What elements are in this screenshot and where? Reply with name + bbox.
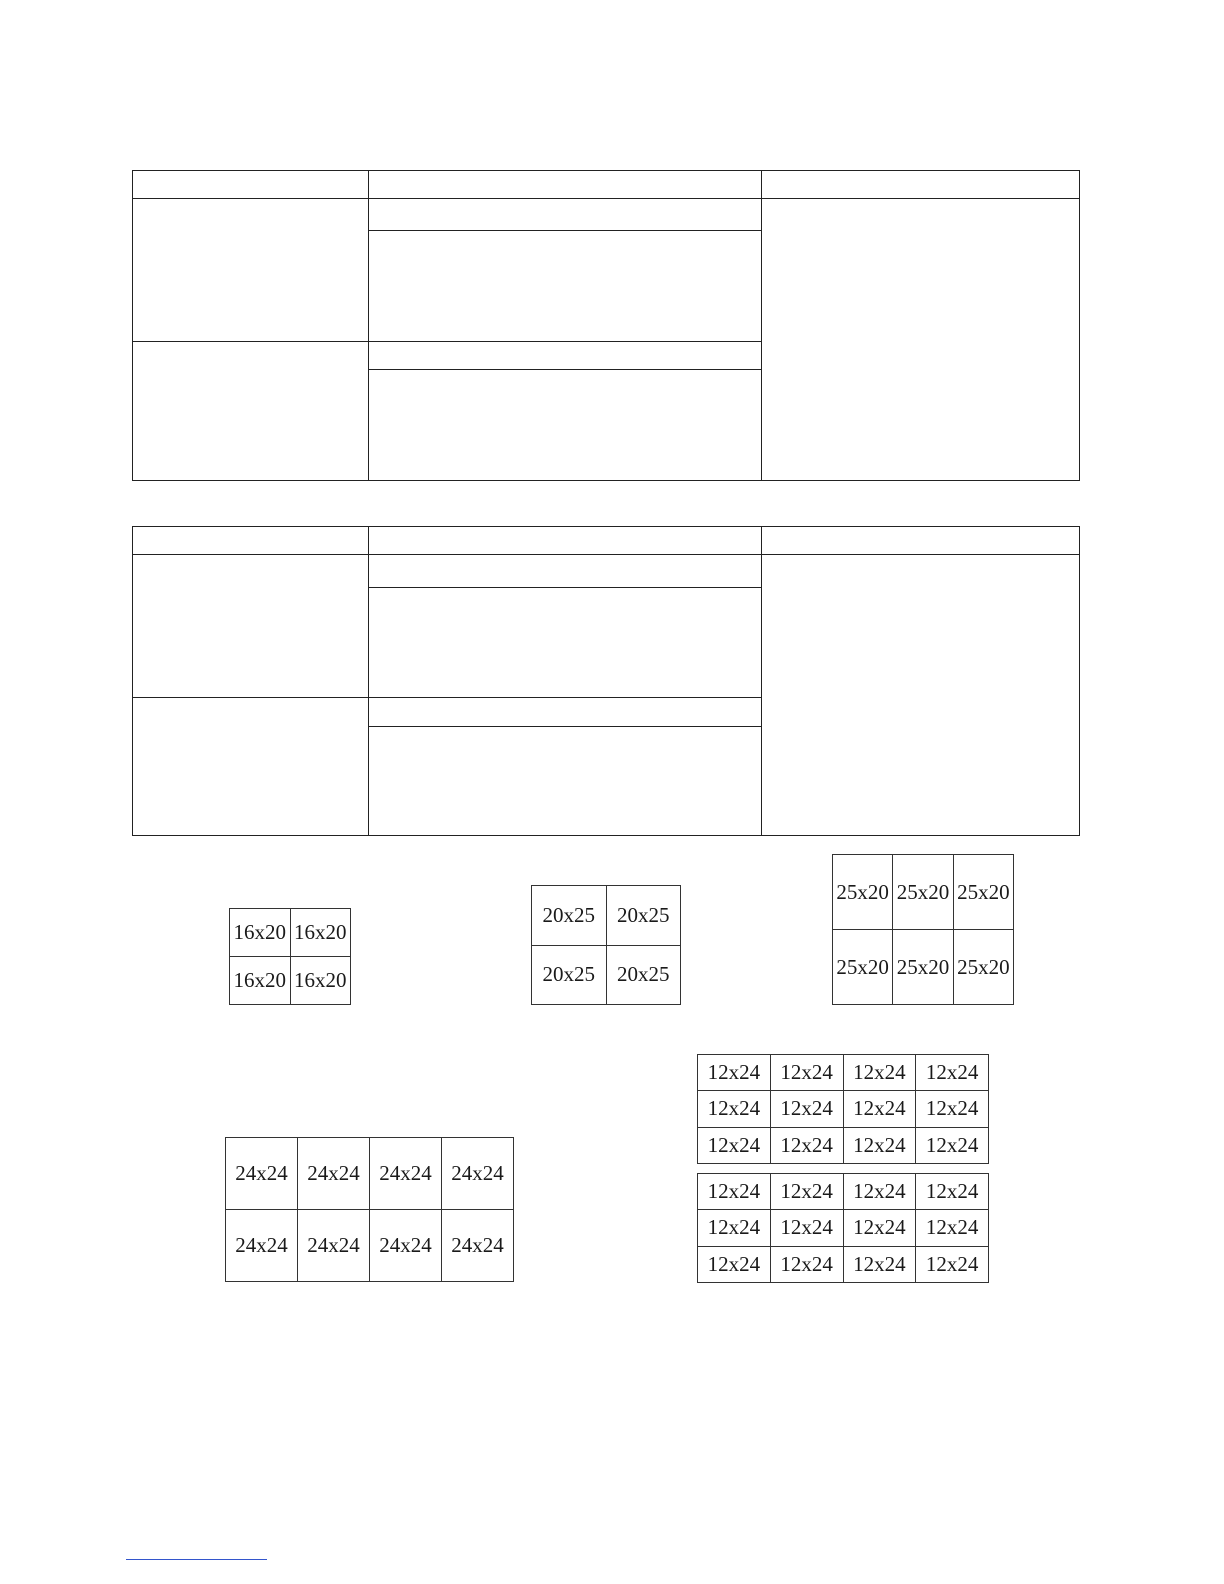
panel-cell: 12x24 bbox=[698, 1210, 771, 1246]
panel-cell: 16x20 bbox=[290, 909, 351, 957]
panel-cell: 20x25 bbox=[532, 945, 607, 1005]
panel-cell: 25x20 bbox=[953, 855, 1013, 930]
table-b-border bbox=[132, 526, 1080, 836]
panel-grid-12x24-top bbox=[697, 1054, 989, 1164]
panel-cell: 12x24 bbox=[843, 1055, 916, 1091]
panel-cell: 12x24 bbox=[843, 1091, 916, 1127]
panel-cell: 24x24 bbox=[370, 1210, 442, 1282]
panel-grid-25x20 bbox=[832, 854, 1014, 1005]
table-a-border bbox=[132, 170, 1080, 481]
table-b-header-divider bbox=[132, 554, 1080, 555]
panel-cell: 12x24 bbox=[916, 1246, 989, 1282]
panel-cell: 12x24 bbox=[843, 1127, 916, 1163]
table-a-col-divider-1 bbox=[368, 170, 369, 481]
footnote-separator bbox=[126, 1559, 267, 1560]
table-a-subrow-divider-1 bbox=[368, 230, 761, 231]
panel-cell: 24x24 bbox=[442, 1138, 514, 1210]
table-a-header-divider bbox=[132, 198, 1080, 199]
panel-cell: 12x24 bbox=[698, 1055, 771, 1091]
panel-cell: 24x24 bbox=[226, 1210, 298, 1282]
panel-cell: 12x24 bbox=[843, 1210, 916, 1246]
panel-cell: 12x24 bbox=[698, 1246, 771, 1282]
panel-grid-12x24-bottom bbox=[697, 1173, 989, 1283]
panel-cell: 12x24 bbox=[916, 1174, 989, 1210]
panel-cell: 12x24 bbox=[770, 1055, 843, 1091]
table-b-row-divider bbox=[132, 697, 761, 698]
panel-cell: 24x24 bbox=[298, 1138, 370, 1210]
panel-cell: 12x24 bbox=[770, 1091, 843, 1127]
panel-cell: 25x20 bbox=[833, 855, 893, 930]
table-b-col-divider-2 bbox=[761, 526, 762, 836]
panel-cell: 25x20 bbox=[833, 930, 893, 1005]
panel-grid-20x25 bbox=[531, 885, 681, 1005]
panel-cell: 24x24 bbox=[226, 1138, 298, 1210]
panel-cell: 16x20 bbox=[230, 957, 291, 1005]
panel-cell: 16x20 bbox=[290, 957, 351, 1005]
panel-cell: 12x24 bbox=[916, 1210, 989, 1246]
panel-cell: 12x24 bbox=[770, 1210, 843, 1246]
table-b-subrow-divider-2 bbox=[368, 726, 761, 727]
panel-cell: 24x24 bbox=[370, 1138, 442, 1210]
panel-cell: 12x24 bbox=[843, 1246, 916, 1282]
panel-cell: 12x24 bbox=[916, 1055, 989, 1091]
panel-grid-24x24 bbox=[225, 1137, 514, 1282]
panel-cell: 24x24 bbox=[298, 1210, 370, 1282]
panel-cell: 12x24 bbox=[770, 1246, 843, 1282]
panel-cell: 12x24 bbox=[843, 1174, 916, 1210]
panel-cell: 16x20 bbox=[230, 909, 291, 957]
panel-cell: 12x24 bbox=[698, 1174, 771, 1210]
panel-cell: 20x25 bbox=[532, 886, 607, 946]
table-a-subrow-divider-2 bbox=[368, 369, 761, 370]
panel-cell: 12x24 bbox=[698, 1091, 771, 1127]
table-b-col-divider-1 bbox=[368, 526, 369, 836]
panel-cell: 20x25 bbox=[606, 945, 681, 1005]
table-a-col-divider-2 bbox=[761, 170, 762, 481]
panel-cell: 25x20 bbox=[893, 855, 953, 930]
panel-cell: 25x20 bbox=[893, 930, 953, 1005]
table-b-subrow-divider-1 bbox=[368, 587, 761, 588]
panel-cell: 25x20 bbox=[953, 930, 1013, 1005]
panel-cell: 24x24 bbox=[442, 1210, 514, 1282]
panel-cell: 12x24 bbox=[770, 1174, 843, 1210]
panel-cell: 12x24 bbox=[770, 1127, 843, 1163]
panel-grid-16x20 bbox=[229, 908, 351, 1005]
table-a-row-divider bbox=[132, 341, 761, 342]
panel-cell: 12x24 bbox=[916, 1127, 989, 1163]
panel-cell: 12x24 bbox=[916, 1091, 989, 1127]
panel-cell: 12x24 bbox=[698, 1127, 771, 1163]
panel-cell: 20x25 bbox=[606, 886, 681, 946]
